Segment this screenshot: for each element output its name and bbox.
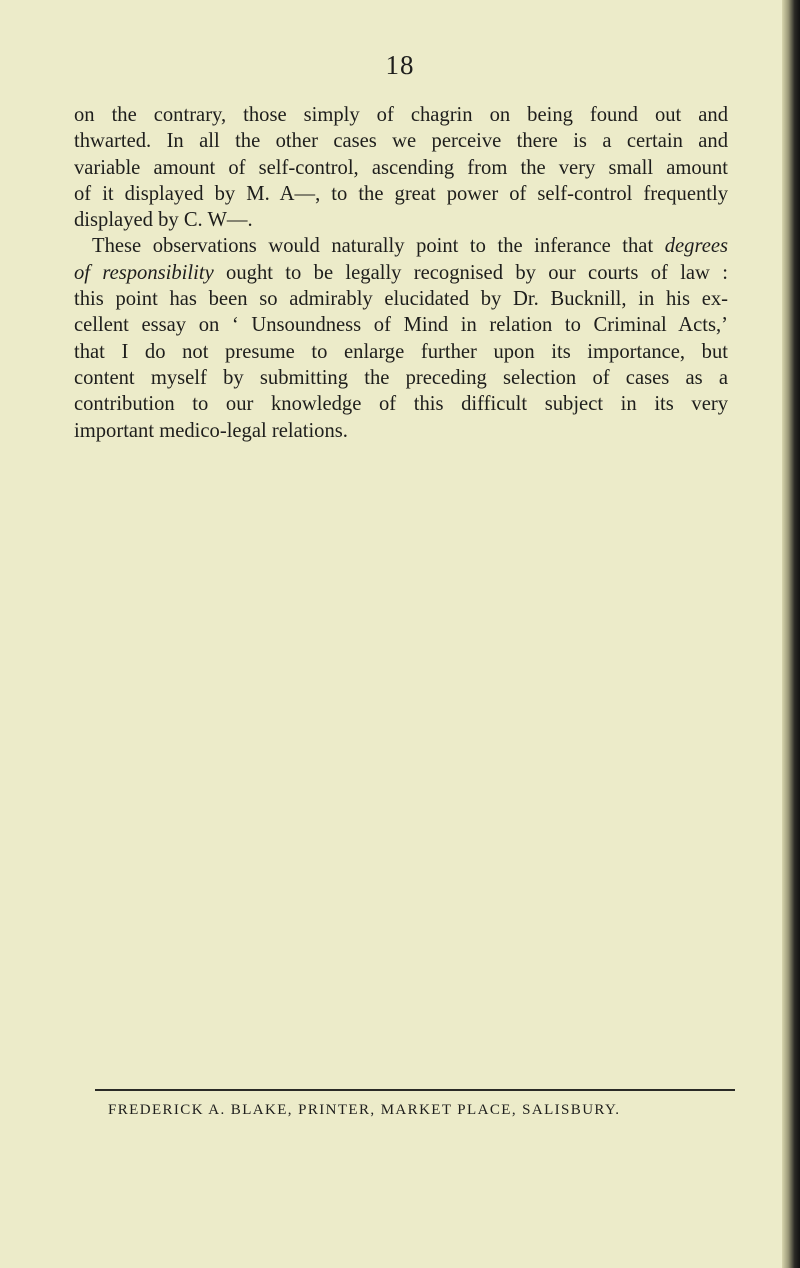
page-number: 18 (385, 50, 415, 80)
text-line: this point has been so admirably elucidated by Dr. Bucknill, in his ex- (74, 288, 728, 311)
text-line (74, 260, 728, 286)
italic-term: of responsibility (74, 261, 214, 284)
text-run: These observations would naturally point to the inferance that (92, 235, 665, 258)
paragraph-1 (74, 102, 728, 233)
text-line: variable amount of self-control, ascending from the very small amount (74, 156, 728, 179)
text-line: of it displayed by M. A—, to the great power of self-control frequently (74, 182, 728, 205)
text-line: important medico-legal relations. (74, 419, 348, 442)
paragraph-2 (74, 233, 728, 443)
text-line: contribution to our knowledge of this difficult subject in its very (74, 393, 728, 416)
horizontal-rule (95, 1089, 735, 1091)
italic-term: degrees (664, 235, 728, 258)
text-line: on the contrary, those simply of chagrin on being found out and (74, 104, 728, 126)
text-line: thwarted. In all the other cases we perceive there is a certain and (74, 130, 728, 153)
text-line (74, 233, 728, 259)
text-line: content myself by submitting the preceding selection of cases as a (74, 366, 728, 389)
page-binding-edge (782, 0, 800, 1268)
text-run: ought to be legally recognised by our courts of law : (213, 261, 728, 284)
text-line: displayed by C. W—. (74, 209, 253, 232)
body-text (74, 102, 728, 444)
printer-imprint: FREDERICK A. BLAKE, PRINTER, MARKET PLACE, SALISBURY. (108, 1102, 621, 1118)
text-line: that I do not presume to enlarge further upon its importance, but (74, 340, 728, 363)
text-line: cellent essay on ‘ Unsoundness of Mind in relation to Criminal Acts,’ (74, 314, 728, 337)
